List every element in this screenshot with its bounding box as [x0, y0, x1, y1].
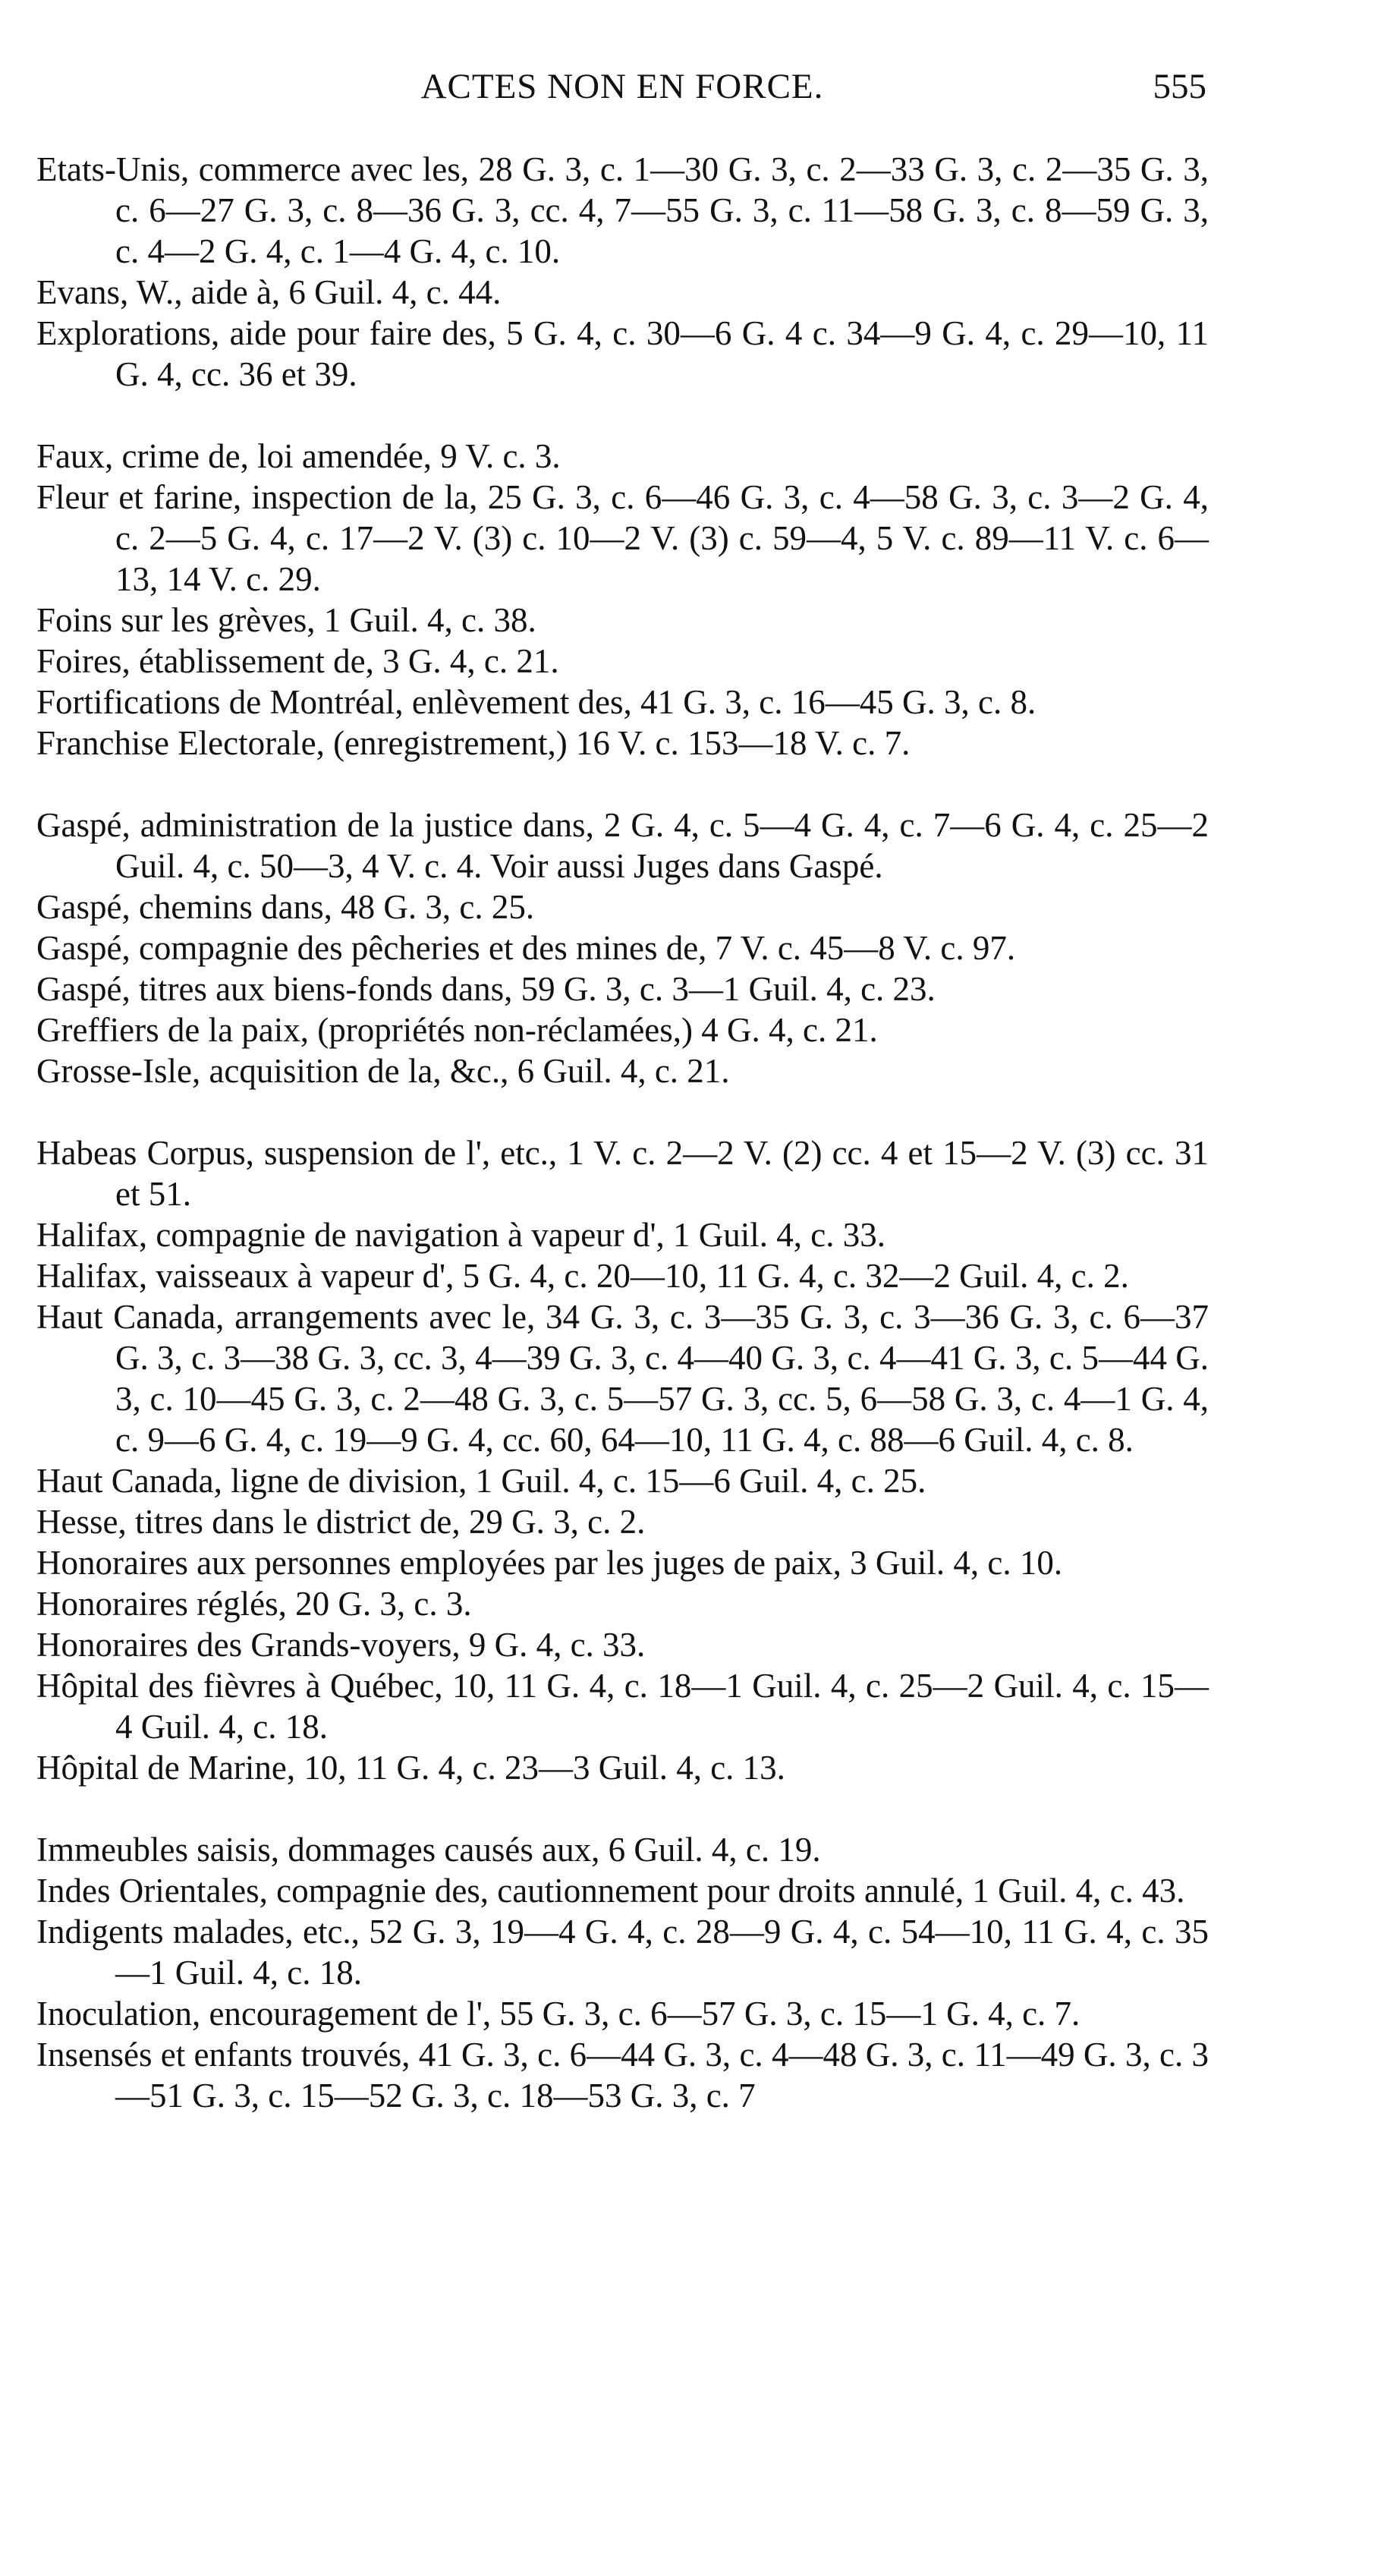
index-entry: Immeubles saisis, dommages causés aux, 6 Guil. 4, c. 19.: [36, 1831, 821, 1869]
index-entry: Haut Canada, arrangements avec le, 34 G. 3, c. 3—35 G. 3, c. 3—36 G. 3, c. 6—37 G. 3, c. 3—38 G. 3, cc. 3, 4—39 G. 3, c. 4—40 G. 3, c. 4—41 G. 3, c. 5—44 G. 3, c. 10—45 G. 3, c. 2—48 G. 3, c. 5—57 G. 3, cc. 5, 6—58 G. 3, c. 4—1 G. 4, c. 9—6 G. 4, c. 19—9 G. 4, cc. 60, 64—10, 11 G. 4, c. 88—6 Guil. 4, c. 8.: [36, 1298, 1209, 1459]
index-entry: Honoraires réglés, 20 G. 3, c. 3.: [36, 1585, 472, 1623]
index-section: [36, 805, 1209, 1091]
index-entry: Etats-Unis, commerce avec les, 28 G. 3, c. 1—30 G. 3, c. 2—33 G. 3, c. 2—35 G. 3, c. 6—27 G. 3, c. 8—36 G. 3, cc. 4, 7—55 G. 3, c. 11—58 G. 3, c. 8—59 G. 3, c. 4—2 G. 4, c. 1—4 G. 4, c. 10.: [36, 150, 1209, 270]
index-entry: Grosse-Isle, acquisition de la, &c., 6 Guil. 4, c. 21.: [36, 1052, 730, 1090]
page-number: 555: [1153, 67, 1206, 106]
index-entry: Indes Orientales, compagnie des, cautionnement pour droits annulé, 1 Guil. 4, c. 43.: [36, 1872, 1185, 1910]
page-header: [38, 64, 1206, 109]
index-section: [36, 149, 1209, 395]
index-entry: Hesse, titres dans le district de, 29 G. 3, c. 2.: [36, 1503, 646, 1541]
index-entry: Honoraires aux personnes employées par les juges de paix, 3 Guil. 4, c. 10.: [36, 1544, 1063, 1582]
index-entry: Gaspé, administration de la justice dans, 2 G. 4, c. 5—4 G. 4, c. 7—6 G. 4, c. 25—2 Guil. 4, c. 50—3, 4 V. c. 4. Voir aussi Juges dans Gaspé.: [36, 806, 1209, 885]
index-section: [36, 436, 1209, 764]
index-section: [36, 1829, 1209, 2116]
page-title: ACTES NON EN FORCE.: [420, 67, 824, 106]
index-entry: Gaspé, chemins dans, 48 G. 3, c. 25.: [36, 888, 535, 926]
index-entry: Halifax, compagnie de navigation à vapeur d', 1 Guil. 4, c. 33.: [36, 1216, 886, 1254]
index-entry: Habeas Corpus, suspension de l', etc., 1 V. c. 2—2 V. (2) cc. 4 et 15—2 V. (3) cc. 31 et 51.: [36, 1134, 1209, 1213]
index-entry: Haut Canada, ligne de division, 1 Guil. 4, c. 15—6 Guil. 4, c. 25.: [36, 1462, 926, 1500]
index-entry: Fleur et farine, inspection de la, 25 G. 3, c. 6—46 G. 3, c. 4—58 G. 3, c. 3—2 G. 4, c. 2—5 G. 4, c. 17—2 V. (3) c. 10—2 V. (3) c. 59—4, 5 V. c. 89—11 V. c. 6—13, 14 V. c. 29.: [36, 478, 1209, 598]
index-entry: Foins sur les grèves, 1 Guil. 4, c. 38.: [36, 601, 536, 639]
index-section: [36, 1132, 1209, 1788]
index-entry: Indigents malades, etc., 52 G. 3, 19—4 G. 4, c. 28—9 G. 4, c. 54—10, 11 G. 4, c. 35—1 Guil. 4, c. 18.: [36, 1913, 1209, 1992]
index-entry: Evans, W., aide à, 6 Guil. 4, c. 44.: [36, 273, 502, 311]
index-entry: Insensés et enfants trouvés, 41 G. 3, c. 6—44 G. 3, c. 4—48 G. 3, c. 11—49 G. 3, c. 3—51 G. 3, c. 15—52 G. 3, c. 18—53 G. 3, c. 7: [36, 2036, 1209, 2115]
index-entry: Hôpital des fièvres à Québec, 10, 11 G. 4, c. 18—1 Guil. 4, c. 25—2 Guil. 4, c. 15—4 Guil. 4, c. 18.: [36, 1667, 1209, 1746]
index-body: [36, 149, 1209, 2157]
index-entry: Gaspé, titres aux biens-fonds dans, 59 G. 3, c. 3—1 Guil. 4, c. 23.: [36, 970, 936, 1008]
index-entry: Explorations, aide pour faire des, 5 G. 4, c. 30—6 G. 4 c. 34—9 G. 4, c. 29—10, 11 G. 4, cc. 36 et 39.: [36, 314, 1209, 393]
index-entry: Fortifications de Montréal, enlèvement des, 41 G. 3, c. 16—45 G. 3, c. 8.: [36, 683, 1036, 721]
index-entry: Honoraires des Grands-voyers, 9 G. 4, c. 33.: [36, 1626, 646, 1664]
index-entry: Foires, établissement de, 3 G. 4, c. 21.: [36, 642, 559, 680]
index-entry: Hôpital de Marine, 10, 11 G. 4, c. 23—3 Guil. 4, c. 13.: [36, 1749, 785, 1787]
index-entry: Franchise Electorale, (enregistrement,) 16 V. c. 153—18 V. c. 7.: [36, 724, 911, 762]
index-entry: Greffiers de la paix, (propriétés non-réclamées,) 4 G. 4, c. 21.: [36, 1011, 878, 1049]
index-entry: Faux, crime de, loi amendée, 9 V. c. 3.: [36, 437, 561, 475]
index-entry: Gaspé, compagnie des pêcheries et des mines de, 7 V. c. 45—8 V. c. 97.: [36, 929, 1016, 967]
index-entry: Halifax, vaisseaux à vapeur d', 5 G. 4, c. 20—10, 11 G. 4, c. 32—2 Guil. 4, c. 2.: [36, 1257, 1129, 1295]
index-entry: Inoculation, encouragement de l', 55 G. 3, c. 6—57 G. 3, c. 15—1 G. 4, c. 7.: [36, 1995, 1080, 2033]
